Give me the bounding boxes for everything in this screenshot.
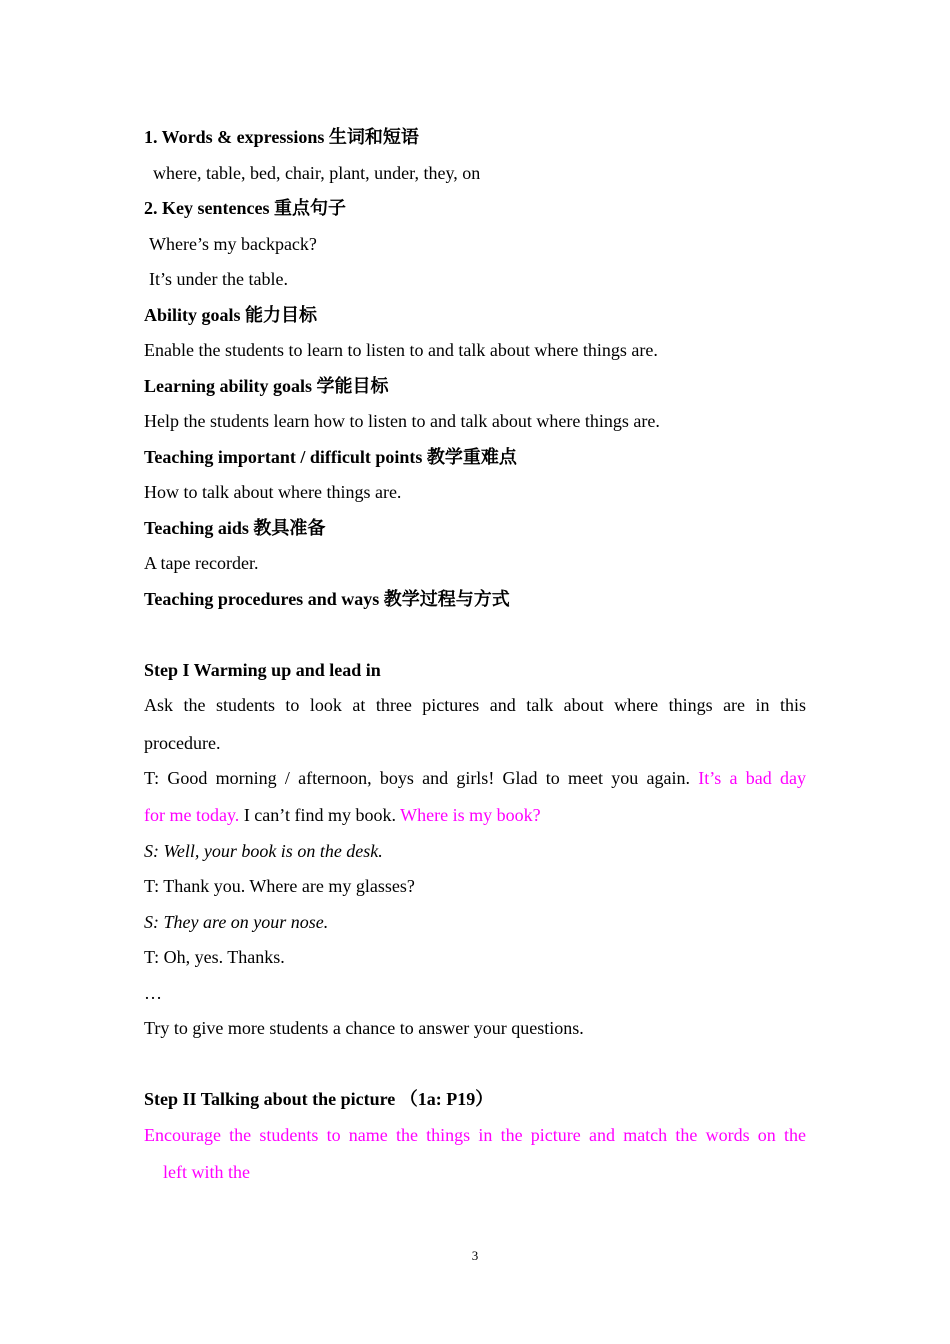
step2-heading: Step II Talking about the picture （1a: P19） [144,1089,494,1109]
highlighted-phrase: for me today. [144,805,240,825]
ability-goals-text: Enable the students to learn to listen to and talk about where things are. [144,340,658,360]
page-number: 3 [471,1248,479,1263]
step1-intro-line1: Ask the students to look at three pictures and talk about where things are in this [144,695,806,715]
dialogue-text: I can’t find my book. [239,805,401,825]
dialogue-student-2: S: They are on your nose. [144,912,329,932]
procedures-heading: Teaching procedures and ways 教学过程与方式 [144,589,510,609]
words-heading: 1. Words & expressions 生词和短语 [144,127,419,147]
teaching-points-heading: Teaching important / difficult points 教学重难点 [144,447,517,467]
dialogue-text: T: Good morning / afternoon, boys and girls! Glad to meet you again. [144,768,699,788]
words-list: where, table, bed, chair, plant, under, they, on [153,163,481,183]
learning-goals-text: Help the students learn how to listen to and talk about where things are. [144,411,660,431]
teaching-aids-heading: Teaching aids 教具准备 [144,518,326,538]
key-sentence-1: Where’s my backpack? [149,234,317,254]
teaching-points-text: How to talk about where things are. [144,482,402,502]
step1-heading: Step I Warming up and lead in [144,660,381,680]
dialogue-teacher-1-line2 [144,804,806,826]
sentences-heading: 2. Key sentences 重点句子 [144,198,346,218]
dialogue-student-1: S: Well, your book is on the desk. [144,841,383,861]
step1-intro-line2: procedure. [144,733,221,753]
dialogue-teacher-3: T: Oh, yes. Thanks. [144,947,285,967]
dialogue-teacher-1-line1 [144,767,806,789]
key-sentence-2: It’s under the table. [149,269,288,289]
step2-text-line2: left with the [163,1162,250,1182]
step1-note: Try to give more students a chance to answer your questions. [144,1018,584,1038]
learning-goals-heading: Learning ability goals 学能目标 [144,376,389,396]
highlighted-question: Where is my book? [400,805,541,825]
ability-goals-heading: Ability goals 能力目标 [144,305,318,325]
dialogue-teacher-2: T: Thank you. Where are my glasses? [144,876,415,896]
ellipsis: … [144,983,162,1003]
step2-text-line1: Encourage the students to name the things in the picture and match the words on the [144,1125,806,1145]
highlighted-phrase: It’s a bad day [698,768,806,788]
teaching-aids-text: A tape recorder. [144,553,259,573]
